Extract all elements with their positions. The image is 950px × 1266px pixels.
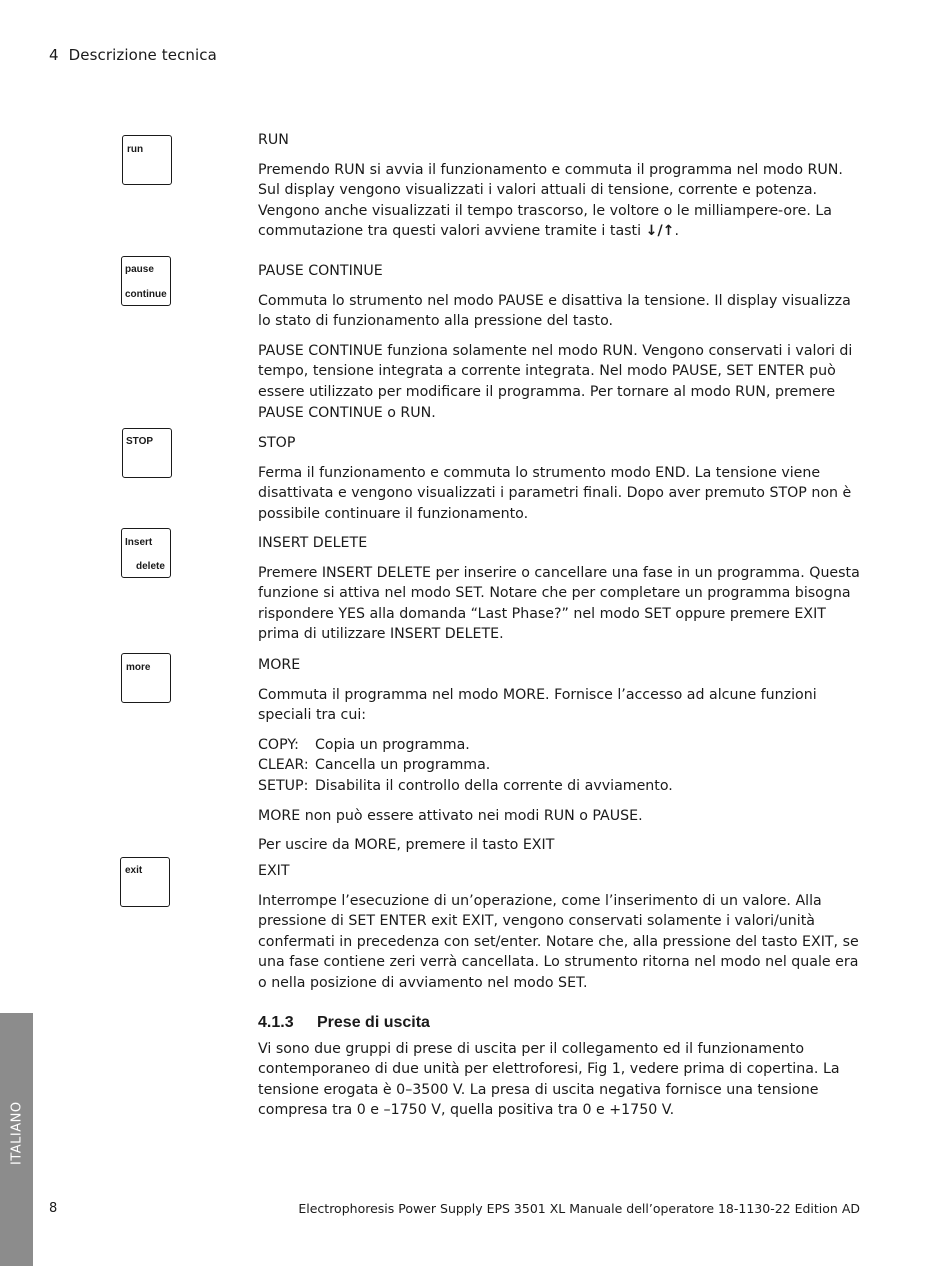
outputs-paragraph: Vi sono due gruppi di prese di uscita per il collegamento ed il funzionamento contemporaneo di due unità per elettroforesi, Fig 1, vedere prima di copertina. La tensione erogata è 0–3500 V. La presa di uscita negativa fornisce una tensione compresa tra 0 e –1750 V, quella positiva tra 0 e +1750 V. bbox=[258, 1040, 840, 1119]
page-number: 8 bbox=[49, 1201, 58, 1216]
run-section bbox=[258, 130, 864, 261]
exit-paragraph: Interrompe l’esecuzione di un’operazione, come l’inserimento di un valore. Alla pressione di SET ENTER exit EXIT, vengono conservati solamente i valori/unità confermati in precedenza con set/enter. Notare che, alla pressione del tasto EXIT, se una fase contiene zeri verrà cancellata. Lo strumento ritorna nel modo nel quale era o nella posizione di avviamento nel modo SET. bbox=[258, 892, 859, 991]
stop-heading: STOP bbox=[258, 435, 296, 451]
list-item-value: Copia un programma. bbox=[315, 736, 470, 753]
insert-delete-paragraph: Premere INSERT DELETE per inserire o cancellare una fase in un programma. Questa funzione si attiva nel modo SET. Notare che per completare un programma bisogna rispondere YES alla domanda “Last Phase?” nel modo SET oppure premere EXIT prima di utilizzare INSERT DELETE. bbox=[258, 564, 860, 643]
chapter-number: 4 bbox=[49, 46, 59, 64]
run-body-text: Premendo RUN si avvia il funzionamento e commuta il programma nel modo RUN. Sul display vengono visualizzati i valori attuali di tensione, corrente e potenza. Vengono anche visualizzati il tempo trascorso, le voltore o le milliampere-ore. La commutazione tra questi valori avviene tramite i tasti bbox=[258, 161, 843, 240]
more-paragraph-2: MORE non può essere attivato nei modi RUN o PAUSE. bbox=[258, 807, 643, 824]
section-number: 4.1.3 bbox=[258, 1013, 294, 1031]
exit-key-label: exit bbox=[125, 865, 143, 876]
run-heading: RUN bbox=[258, 132, 289, 148]
pause-key-label: pause bbox=[125, 264, 154, 275]
pause-continue-heading: PAUSE CONTINUE bbox=[258, 263, 383, 279]
run-description bbox=[258, 160, 864, 242]
exit-key-icon bbox=[120, 857, 170, 907]
stop-key-label: STOP bbox=[126, 436, 154, 447]
pause-continue-key-icon bbox=[121, 256, 171, 306]
language-side-tab bbox=[0, 1013, 33, 1266]
pause-paragraph-1: Commuta lo strumento nel modo PAUSE e disattiva la tensione. Il display visualizza lo stato di funzionamento alla pressione del tasto. bbox=[258, 292, 851, 330]
run-body-end: . bbox=[674, 223, 680, 240]
more-section bbox=[258, 655, 864, 861]
running-header bbox=[49, 46, 217, 64]
insert-key-label: Insert bbox=[125, 537, 153, 548]
more-paragraph-3: Per uscire da MORE, premere il tasto EXIT bbox=[258, 837, 555, 854]
insert-delete-heading: INSERT DELETE bbox=[258, 535, 368, 551]
pause-paragraph-2: PAUSE CONTINUE funziona solamente nel modo RUN. Vengono conservati i valori di tempo, tensione integrata a corrente integrata. Nel modo PAUSE, SET ENTER può essere utilizzato per modificare il programma. Per tornare al modo RUN, premere PAUSE CONTINUE o RUN. bbox=[258, 342, 853, 421]
run-key-icon bbox=[122, 135, 172, 185]
section-title: Prese di uscita bbox=[317, 1013, 430, 1031]
more-paragraph-1: Commuta il programma nel modo MORE. Fornisce l’accesso ad alcune funzioni speciali tra cui: bbox=[258, 686, 817, 724]
list-item-key: CLEAR: bbox=[258, 757, 309, 774]
exit-heading: EXIT bbox=[258, 863, 290, 879]
list-item-key: COPY: bbox=[258, 736, 299, 753]
section-heading-4-1-3 bbox=[258, 1012, 864, 1034]
list-item-value: Disabilita il controllo della corrente di avviamento. bbox=[315, 777, 673, 794]
list-item-key: SETUP: bbox=[258, 777, 309, 794]
insert-delete-section bbox=[258, 533, 864, 655]
more-key-icon bbox=[121, 653, 171, 703]
stop-section bbox=[258, 433, 864, 533]
stop-key-icon bbox=[122, 428, 172, 478]
list-item bbox=[258, 755, 864, 776]
exit-section bbox=[258, 861, 864, 994]
more-functions-list bbox=[258, 735, 864, 797]
down-up-arrows-icon: ↓/↑ bbox=[645, 223, 675, 240]
pause-continue-section bbox=[258, 261, 864, 433]
main-content bbox=[258, 130, 864, 1130]
list-item bbox=[258, 735, 864, 756]
delete-key-label: delete bbox=[136, 561, 165, 572]
insert-delete-key-icon bbox=[121, 528, 171, 578]
continue-key-label: continue bbox=[125, 289, 167, 300]
footer-document-title: Electrophoresis Power Supply EPS 3501 XL Manuale dell’operatore 18-1130-22 Edition AD bbox=[298, 1201, 860, 1216]
stop-paragraph: Ferma il funzionamento e commuta lo strumento modo END. La tensione viene disattivata e vengono visualizzati i parametri finali. Dopo aver premuto STOP non è possibile continuare il funzionamento. bbox=[258, 464, 852, 522]
language-label: ITALIANO bbox=[9, 1101, 24, 1165]
chapter-title: Descrizione tecnica bbox=[68, 46, 217, 64]
more-heading: MORE bbox=[258, 657, 301, 673]
run-key-label: run bbox=[127, 144, 144, 155]
list-item bbox=[258, 776, 864, 797]
more-key-label: more bbox=[126, 662, 151, 673]
list-item-value: Cancella un programma. bbox=[315, 757, 491, 774]
